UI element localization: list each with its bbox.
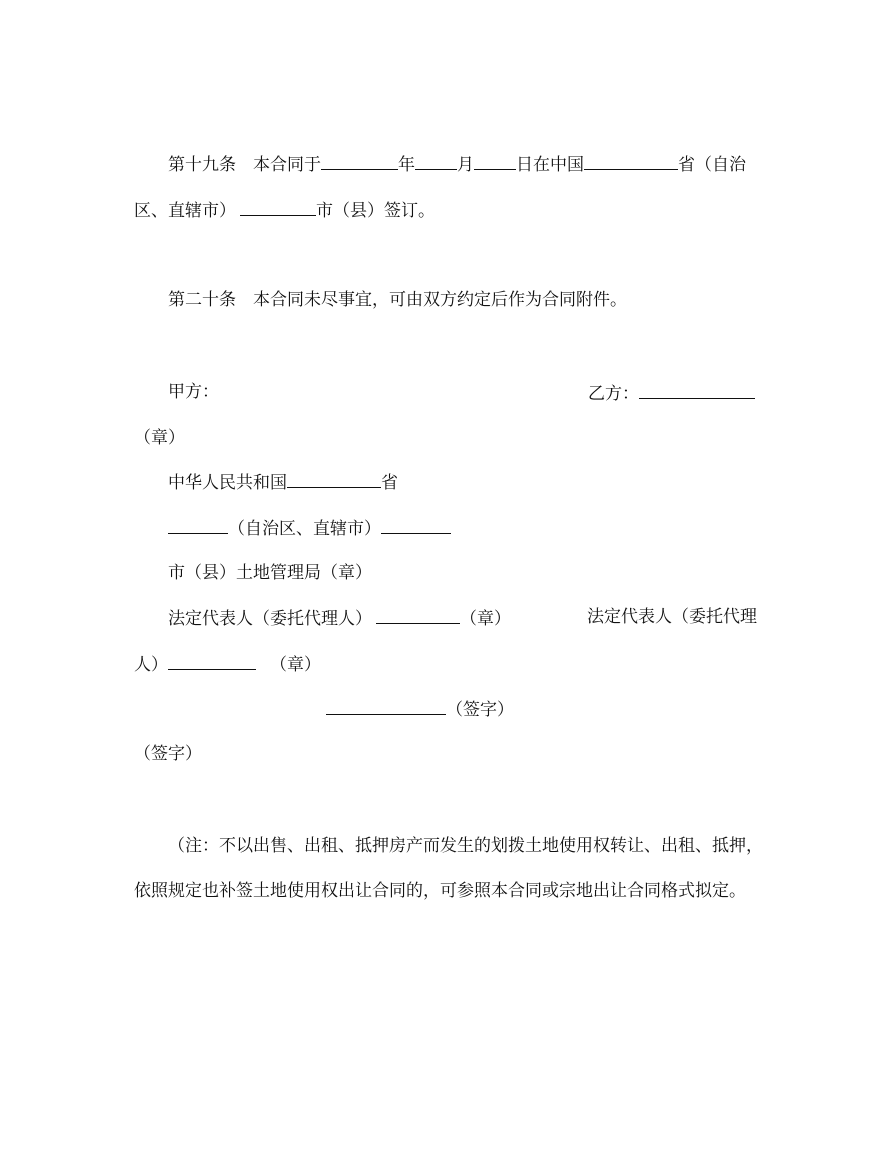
article-20-label: 第二十条 (168, 290, 236, 310)
city-blank (240, 198, 316, 216)
authority-country-line (168, 470, 398, 494)
authority-region-blank-1 (168, 516, 228, 534)
year-label: 年 (398, 155, 415, 175)
article-20-line (168, 289, 627, 311)
year-blank (321, 152, 398, 170)
article-20-text: 本合同未尽事宜，可由双方约定后作为合同附件。 (253, 290, 627, 310)
region-label: 区、直辖市） (134, 201, 236, 221)
province-blank (584, 152, 678, 170)
article-19-line-1 (168, 152, 746, 176)
party-a-label: 甲方： (168, 382, 219, 402)
city-label: 市（县）签订。 (316, 201, 435, 221)
article-19-line-2 (134, 198, 435, 222)
authority-province: 省 (381, 473, 398, 493)
signature-b-line (326, 697, 514, 721)
party-b-blank (639, 381, 755, 399)
authority-region-line (168, 516, 451, 540)
month-label: 月 (457, 155, 474, 175)
signature-b-label: （签字） (446, 700, 514, 720)
day-location-label: 日在中国 (516, 155, 584, 175)
party-a-seal: （章） (134, 428, 185, 448)
article-19-label: 第十九条 (168, 155, 236, 175)
authority-country: 中华人民共和国 (168, 473, 287, 493)
province-label: 省（自治 (678, 155, 746, 175)
rep-a-line (168, 606, 511, 630)
authority-region: （自治区、直辖市） (228, 519, 381, 539)
article-19-text: 本合同于 (253, 155, 321, 175)
authority-region-blank-2 (381, 516, 451, 534)
signature-b-blank (326, 697, 446, 715)
signature-a-label: （签字） (134, 744, 202, 764)
rep-a-label: 法定代表人（委托代理人） (168, 609, 372, 629)
month-blank (415, 152, 457, 170)
rep-a-blank (376, 606, 460, 624)
rep-b-line-2 (134, 652, 321, 676)
rep-b-blank (168, 652, 256, 670)
rep-b-seal: （章） (270, 655, 321, 675)
authority-bureau: 市（县）土地管理局（章） (168, 563, 372, 583)
authority-province-blank (287, 470, 381, 488)
rep-b-cont: 人） (134, 655, 168, 675)
day-blank (474, 152, 516, 170)
party-b-line (588, 381, 755, 405)
note-line-1: （注：不以出售、出租、抵押房产而发生的划拨土地使用权转让、出租、抵押， (168, 836, 763, 856)
party-b-label: 乙方： (588, 384, 639, 404)
rep-b-label: 法定代表人（委托代理 (587, 607, 757, 627)
note-line-2: 依照规定也补签土地使用权出让合同的，可参照本合同或宗地出让合同格式拟定。 (134, 881, 746, 901)
rep-a-seal: （章） (460, 609, 511, 629)
